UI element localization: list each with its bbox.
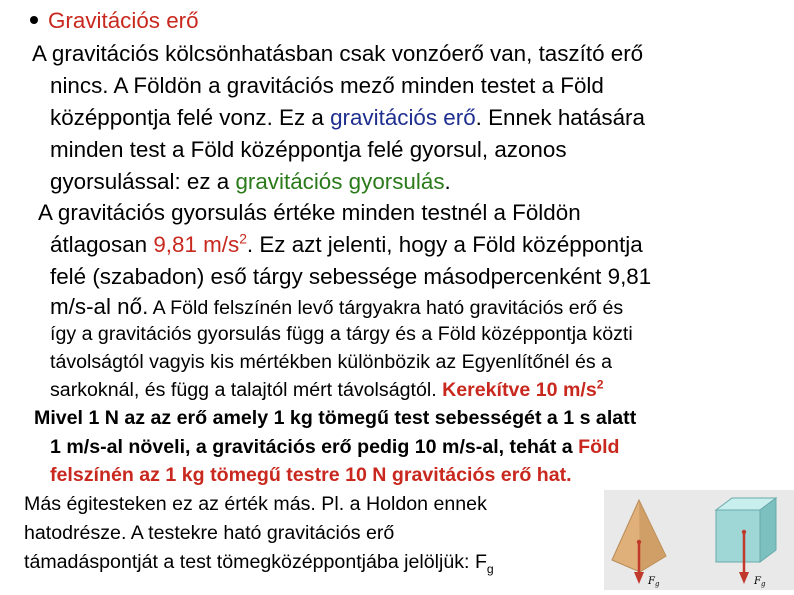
rounded-value bbox=[442, 379, 603, 401]
p1-line2: nincs. A Földön a gravitációs mező minden testet a Föld bbox=[50, 73, 604, 98]
term-gravitational-force: gravitációs erő bbox=[330, 105, 476, 130]
text: gyorsulással: ez a bbox=[50, 169, 236, 194]
p2-line5: így a gravitációs gyorsulás függ a tárgy és a Föld középpontja közti bbox=[50, 323, 633, 345]
text: támadáspontját a test tömegközéppontjába jelöljük: F bbox=[24, 551, 487, 573]
p3-line2 bbox=[50, 438, 620, 458]
text: A Föld felszínén levő tárgyakra ható gravitációs erő és bbox=[148, 297, 624, 319]
p1-line5 bbox=[50, 171, 451, 193]
p1-line1: A gravitációs kölcsönhatásban csak vonzóerő van, taszító erő bbox=[32, 41, 644, 66]
gravity-force-illustration bbox=[604, 490, 794, 590]
superscript: 2 bbox=[596, 377, 604, 392]
center-of-mass-dot-left bbox=[637, 540, 641, 544]
term-gravitational-acceleration: gravitációs gyorsulás bbox=[235, 169, 445, 194]
p3-line1: Mivel 1 N az az erő amely 1 kg tömegű test sebességét a 1 s alatt bbox=[34, 407, 637, 429]
text: átlagosan bbox=[50, 232, 154, 257]
p2-line4 bbox=[50, 296, 623, 319]
superscript: 2 bbox=[239, 230, 247, 247]
value-981 bbox=[153, 232, 247, 257]
p2-line3: felé (szabadon) eső tárgy sebessége másodpercenként 9,81 bbox=[50, 264, 652, 289]
bullet-icon bbox=[30, 16, 38, 24]
center-of-mass-dot-right bbox=[742, 530, 746, 534]
cube-front bbox=[716, 510, 760, 562]
subscript: g bbox=[486, 561, 494, 576]
text: m/s-al nő. bbox=[50, 294, 149, 319]
force-label-right: $F_g$ bbox=[754, 576, 766, 588]
text: . Ennek hatására bbox=[475, 105, 645, 130]
force-label-left: $F_g$ bbox=[648, 576, 660, 588]
p2-line1: A gravitációs gyorsulás értéke minden testnél a Földön bbox=[38, 200, 581, 225]
text: sarkoknál, és függ a talajtól mért távolságtól. bbox=[50, 379, 443, 401]
text-highlight: Föld bbox=[578, 436, 620, 458]
text: . Ez azt jelenti, hogy a Föld középpontja bbox=[246, 232, 643, 257]
slide-title: Gravitációs erő bbox=[48, 8, 199, 33]
cube-side bbox=[760, 498, 776, 562]
p4-line2: hatodrésze. A testekre ható gravitációs erő bbox=[24, 522, 395, 544]
text: középpontja felé vonz. Ez a bbox=[50, 105, 331, 130]
value-text: 9,81 m/s bbox=[153, 232, 240, 257]
p2-line7 bbox=[50, 377, 604, 401]
value-text: Kerekítve 10 m/s bbox=[442, 379, 597, 401]
p4-line1: Más égitesteken ez az érték más. Pl. a Holdon ennek bbox=[24, 493, 487, 515]
slide-title-line bbox=[30, 10, 199, 32]
p1-line4: minden test a Föld középpontja felé gyorsul, azonos bbox=[50, 137, 567, 162]
p3-line3: felszínén az 1 kg tömegű testre 10 N gravitációs erő hat. bbox=[50, 464, 572, 486]
p2-line6: távolságtól vagyis kis mértékben különbözik az Egyenlítőnél és a bbox=[50, 351, 612, 373]
p1-line3 bbox=[50, 107, 645, 129]
p4-line3 bbox=[24, 551, 494, 576]
p2-line2 bbox=[50, 230, 643, 257]
text: 1 m/s-al növeli, a gravitációs erő pedig 10 m/s-al, tehát a bbox=[50, 436, 579, 458]
text: . bbox=[444, 169, 451, 194]
